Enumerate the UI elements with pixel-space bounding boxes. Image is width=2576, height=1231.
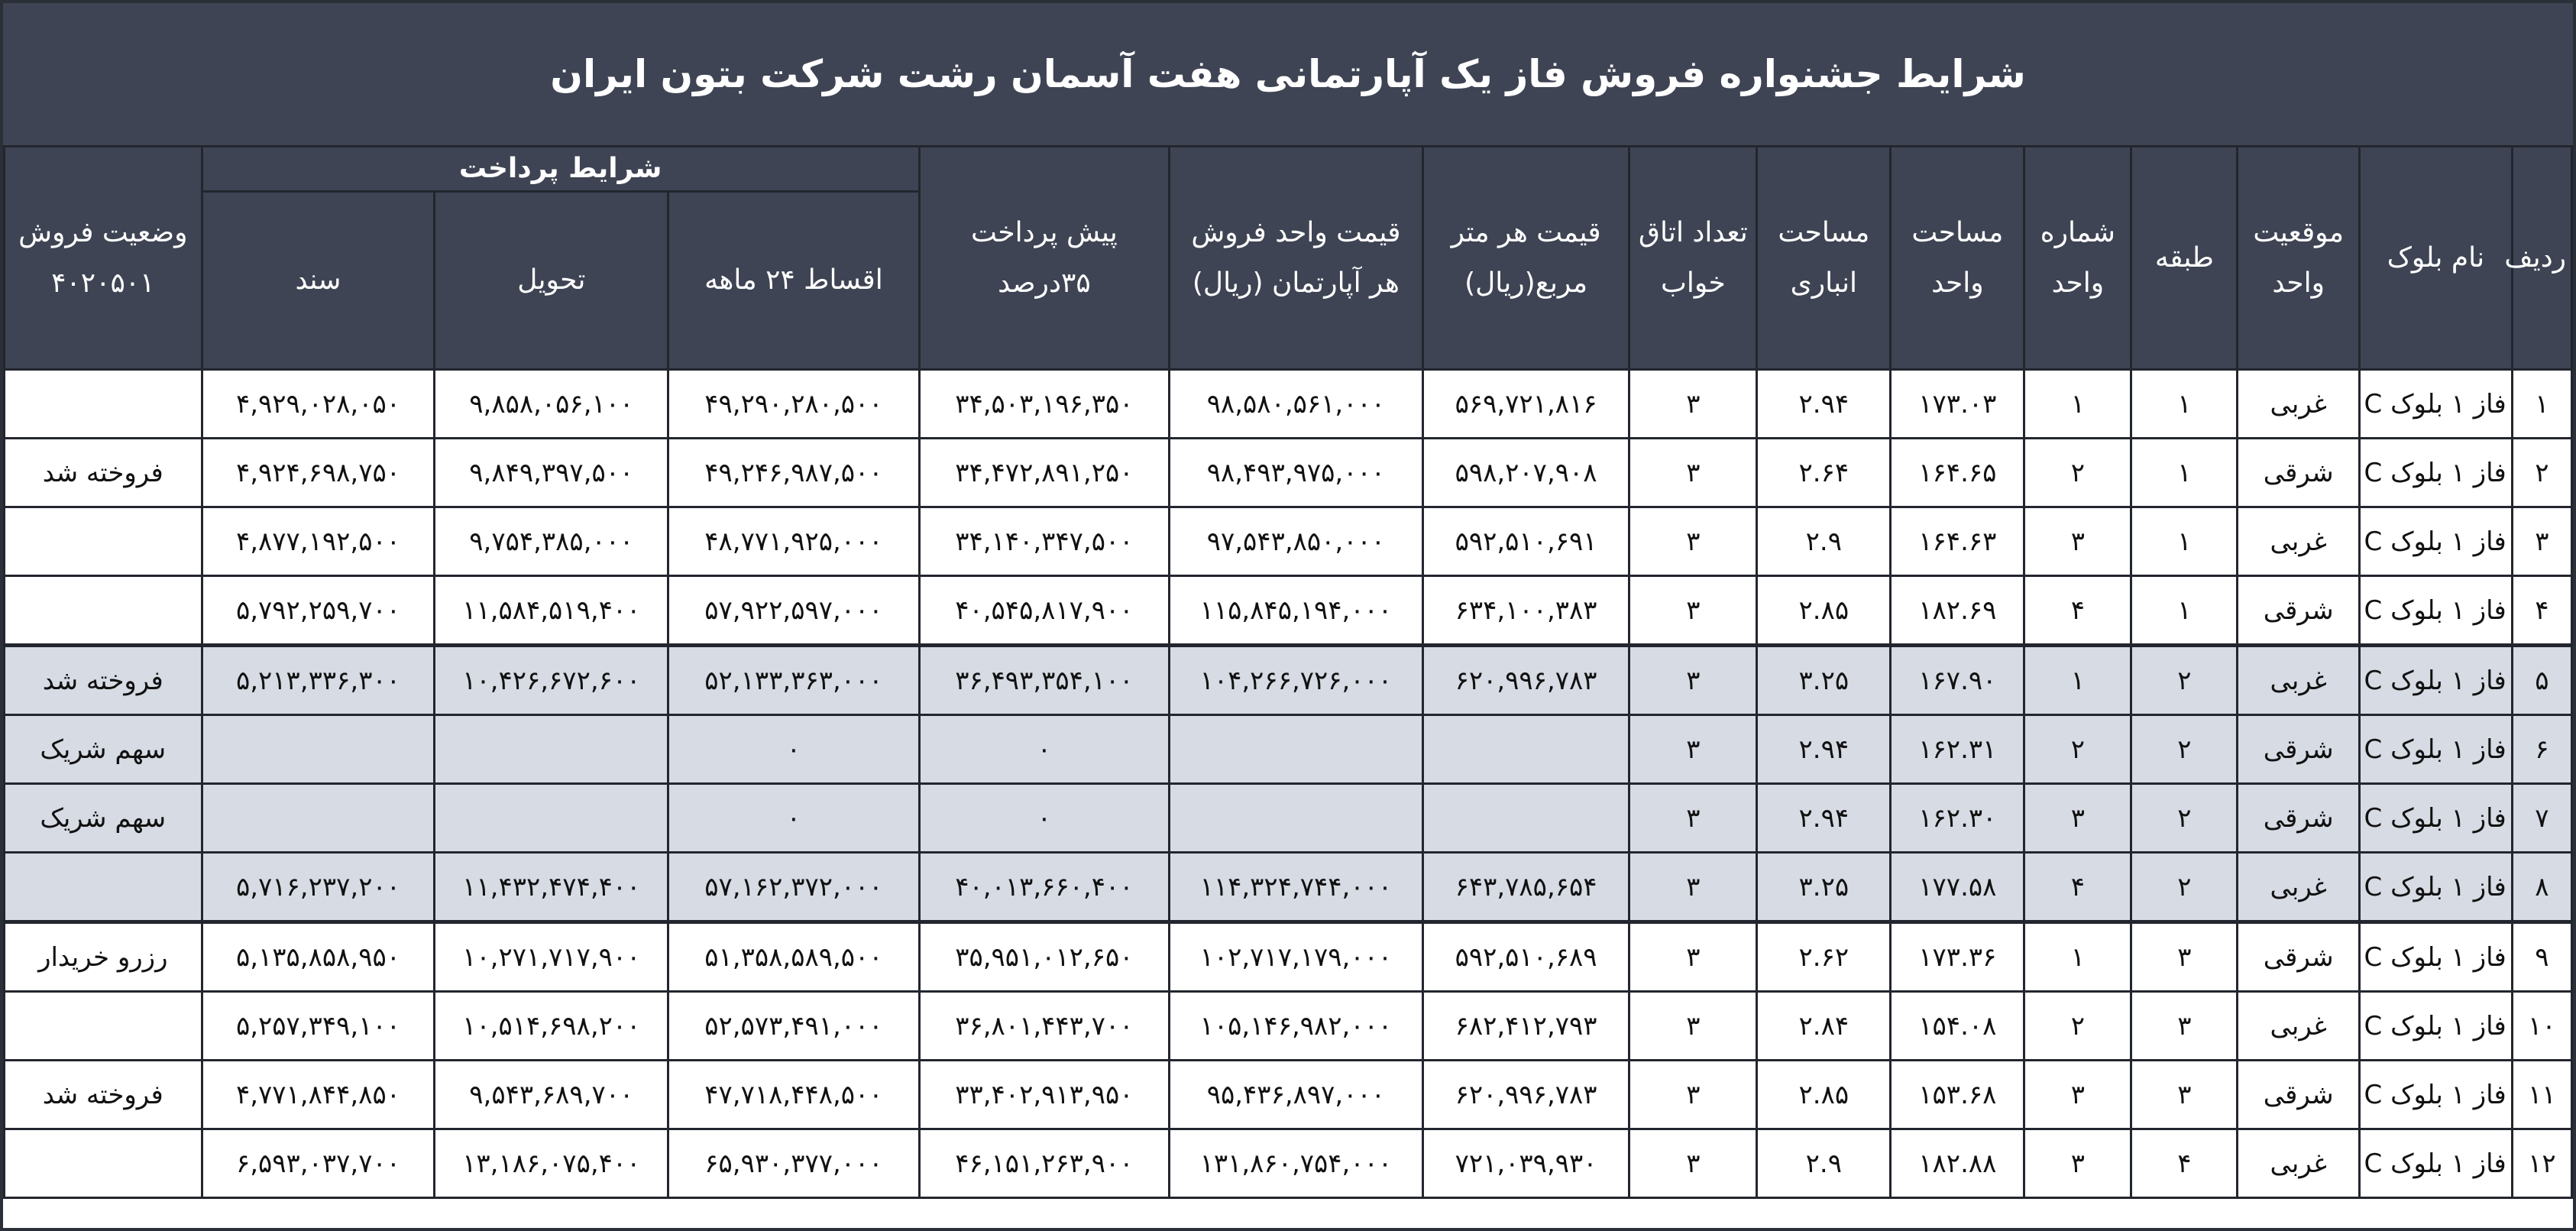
cell-location: شرقی xyxy=(2238,439,2360,507)
table-row xyxy=(5,992,2572,1061)
cell-unit-no: ۳ xyxy=(2024,1061,2131,1129)
cell-storage-area: ۲.۸۵ xyxy=(1757,1061,1891,1129)
cell-installments: ۴۷,۷۱۸,۴۴۸,۵۰۰ xyxy=(668,1061,919,1129)
cell-block: فاز ۱ بلوک C xyxy=(2360,439,2513,507)
cell-location: شرقی xyxy=(2238,1061,2360,1129)
cell-installments: ۵۲,۵۷۳,۴۹۱,۰۰۰ xyxy=(668,992,919,1061)
cell-bedrooms: ۳ xyxy=(1629,853,1757,922)
cell-floor: ۲ xyxy=(2131,853,2238,922)
cell-prepayment: ۳۴,۴۷۲,۸۹۱,۲۵۰ xyxy=(919,439,1169,507)
cell-location: شرقی xyxy=(2238,922,2360,992)
cell-bedrooms: ۳ xyxy=(1629,1129,1757,1198)
cell-location: غربی xyxy=(2238,992,2360,1061)
cell-delivery: ۹,۸۴۹,۳۹۷,۵۰۰ xyxy=(435,439,668,507)
table-row xyxy=(5,439,2572,507)
col-header-bedrooms: تعداد اتاق خواب xyxy=(1629,147,1757,370)
cell-storage-area: ۲.۸۵ xyxy=(1757,576,1891,646)
col-header-row-no: ردیف xyxy=(2512,147,2571,370)
cell-price-per-m2: ۵۹۸,۲۰۷,۹۰۸ xyxy=(1422,439,1629,507)
cell-price-per-m2: ۵۶۹,۷۲۱,۸۱۶ xyxy=(1422,370,1629,439)
cell-storage-area: ۲.۶۴ xyxy=(1757,439,1891,507)
cell-location: غربی xyxy=(2238,507,2360,576)
cell-unit-no: ۲ xyxy=(2024,992,2131,1061)
cell-storage-area: ۲.۹ xyxy=(1757,507,1891,576)
cell-delivery: ۱۱,۵۸۴,۵۱۹,۴۰۰ xyxy=(435,576,668,646)
cell-unit-price: ۹۷,۵۴۳,۸۵۰,۰۰۰ xyxy=(1170,507,1423,576)
cell-unit-area: ۱۶۷.۹۰ xyxy=(1891,646,2024,715)
cell-sale-status xyxy=(5,992,202,1061)
cell-unit-price: ۱۱۵,۸۴۵,۱۹۴,۰۰۰ xyxy=(1170,576,1423,646)
cell-unit-no: ۲ xyxy=(2024,715,2131,784)
cell-floor: ۲ xyxy=(2131,646,2238,715)
cell-floor: ۳ xyxy=(2131,992,2238,1061)
cell-block: فاز ۱ بلوک C xyxy=(2360,370,2513,439)
col-header-block-name: نام بلوک xyxy=(2360,147,2513,370)
cell-price-per-m2: ۵۹۲,۵۱۰,۶۸۹ xyxy=(1422,922,1629,992)
cell-price-per-m2: ۶۲۰,۹۹۶,۷۸۳ xyxy=(1422,1061,1629,1129)
cell-prepayment: ۳۵,۹۵۱,۰۱۲,۶۵۰ xyxy=(919,922,1169,992)
cell-delivery: ۱۳,۱۸۶,۰۷۵,۴۰۰ xyxy=(435,1129,668,1198)
cell-unit-price: ۱۰۲,۷۱۷,۱۷۹,۰۰۰ xyxy=(1170,922,1423,992)
cell-unit-area: ۱۵۴.۰۸ xyxy=(1891,992,2024,1061)
cell-prepayment: ۴۰,۵۴۵,۸۱۷,۹۰۰ xyxy=(919,576,1169,646)
cell-bedrooms: ۳ xyxy=(1629,715,1757,784)
cell-storage-area: ۲.۹۴ xyxy=(1757,370,1891,439)
cell-sale-status xyxy=(5,370,202,439)
table-row xyxy=(5,922,2572,992)
cell-storage-area: ۲.۶۲ xyxy=(1757,922,1891,992)
cell-prepayment: ۳۴,۱۴۰,۳۴۷,۵۰۰ xyxy=(919,507,1169,576)
cell-bedrooms: ۳ xyxy=(1629,439,1757,507)
cell-unit-no: ۱ xyxy=(2024,922,2131,992)
table-row xyxy=(5,370,2572,439)
cell-unit-price xyxy=(1170,715,1423,784)
cell-unit-no: ۴ xyxy=(2024,853,2131,922)
cell-floor: ۳ xyxy=(2131,922,2238,992)
cell-delivery xyxy=(435,784,668,853)
cell-installments: ۴۹,۲۴۶,۹۸۷,۵۰۰ xyxy=(668,439,919,507)
cell-block: فاز ۱ بلوک C xyxy=(2360,992,2513,1061)
cell-deed: ۴,۷۷۱,۸۴۴,۸۵۰ xyxy=(202,1061,435,1129)
cell-delivery: ۱۱,۴۳۲,۴۷۴,۴۰۰ xyxy=(435,853,668,922)
cell-installments: ۵۷,۹۲۲,۵۹۷,۰۰۰ xyxy=(668,576,919,646)
col-header-unit-price: قیمت واحد فروش هر آپارتمان (ریال) xyxy=(1170,147,1423,370)
cell-location: غربی xyxy=(2238,370,2360,439)
cell-price-per-m2: ۶۴۳,۷۸۵,۶۵۴ xyxy=(1422,853,1629,922)
table-row xyxy=(5,1129,2572,1198)
cell-row-no: ۴ xyxy=(2512,576,2571,646)
cell-unit-no: ۲ xyxy=(2024,439,2131,507)
cell-block: فاز ۱ بلوک C xyxy=(2360,576,2513,646)
cell-delivery: ۹,۵۴۳,۶۸۹,۷۰۰ xyxy=(435,1061,668,1129)
cell-bedrooms: ۳ xyxy=(1629,1061,1757,1129)
cell-bedrooms: ۳ xyxy=(1629,646,1757,715)
cell-price-per-m2: ۷۲۱,۰۳۹,۹۳۰ xyxy=(1422,1129,1629,1198)
cell-deed xyxy=(202,715,435,784)
cell-delivery: ۱۰,۲۷۱,۷۱۷,۹۰۰ xyxy=(435,922,668,992)
cell-sale-status: فروخته شد xyxy=(5,1061,202,1129)
cell-installments: ۵۷,۱۶۲,۳۷۲,۰۰۰ xyxy=(668,853,919,922)
cell-unit-no: ۳ xyxy=(2024,784,2131,853)
cell-block: فاز ۱ بلوک C xyxy=(2360,784,2513,853)
cell-bedrooms: ۳ xyxy=(1629,370,1757,439)
cell-unit-price: ۱۰۵,۱۴۶,۹۸۲,۰۰۰ xyxy=(1170,992,1423,1061)
cell-sale-status xyxy=(5,576,202,646)
cell-unit-price: ۹۸,۵۸۰,۵۶۱,۰۰۰ xyxy=(1170,370,1423,439)
cell-unit-area: ۱۶۴.۶۵ xyxy=(1891,439,2024,507)
cell-sale-status: فروخته شد xyxy=(5,646,202,715)
col-header-delivery: تحویل xyxy=(435,192,668,370)
cell-price-per-m2: ۵۹۲,۵۱۰,۶۹۱ xyxy=(1422,507,1629,576)
cell-deed: ۵,۷۹۲,۲۵۹,۷۰۰ xyxy=(202,576,435,646)
cell-storage-area: ۳.۲۵ xyxy=(1757,646,1891,715)
cell-bedrooms: ۳ xyxy=(1629,922,1757,992)
cell-deed: ۵,۱۳۵,۸۵۸,۹۵۰ xyxy=(202,922,435,992)
table-row xyxy=(5,1061,2572,1129)
cell-storage-area: ۲.۹۴ xyxy=(1757,784,1891,853)
cell-price-per-m2: ۶۳۴,۱۰۰,۳۸۳ xyxy=(1422,576,1629,646)
cell-unit-area: ۱۶۲.۳۱ xyxy=(1891,715,2024,784)
col-header-unit-location: موقعیت واحد xyxy=(2238,147,2360,370)
cell-block: فاز ۱ بلوک C xyxy=(2360,507,2513,576)
cell-prepayment: ۳۶,۸۰۱,۴۴۳,۷۰۰ xyxy=(919,992,1169,1061)
table-body xyxy=(5,370,2572,1198)
cell-unit-area: ۱۸۲.۶۹ xyxy=(1891,576,2024,646)
cell-sale-status: فروخته شد xyxy=(5,439,202,507)
cell-installments: ۶۵,۹۳۰,۳۷۷,۰۰۰ xyxy=(668,1129,919,1198)
cell-location: شرقی xyxy=(2238,784,2360,853)
cell-unit-area: ۱۷۷.۵۸ xyxy=(1891,853,2024,922)
cell-location: غربی xyxy=(2238,646,2360,715)
cell-row-no: ۶ xyxy=(2512,715,2571,784)
cell-deed xyxy=(202,784,435,853)
cell-storage-area: ۲.۸۴ xyxy=(1757,992,1891,1061)
cell-price-per-m2: ۶۸۲,۴۱۲,۷۹۳ xyxy=(1422,992,1629,1061)
cell-unit-price: ۱۳۱,۸۶۰,۷۵۴,۰۰۰ xyxy=(1170,1129,1423,1198)
cell-floor: ۱ xyxy=(2131,439,2238,507)
cell-delivery: ۱۰,۴۲۶,۶۷۲,۶۰۰ xyxy=(435,646,668,715)
cell-prepayment: ۳۳,۴۰۲,۹۱۳,۹۵۰ xyxy=(919,1061,1169,1129)
cell-prepayment: ۰ xyxy=(919,784,1169,853)
cell-deed: ۵,۲۵۷,۳۴۹,۱۰۰ xyxy=(202,992,435,1061)
table-row xyxy=(5,576,2572,646)
cell-bedrooms: ۳ xyxy=(1629,992,1757,1061)
col-header-payment-terms: شرایط پرداخت xyxy=(202,147,919,192)
cell-sale-status xyxy=(5,853,202,922)
cell-price-per-m2: ۶۲۰,۹۹۶,۷۸۳ xyxy=(1422,646,1629,715)
cell-block: فاز ۱ بلوک C xyxy=(2360,1061,2513,1129)
cell-floor: ۲ xyxy=(2131,784,2238,853)
cell-installments: ۵۱,۳۵۸,۵۸۹,۵۰۰ xyxy=(668,922,919,992)
cell-row-no: ۱۱ xyxy=(2512,1061,2571,1129)
cell-block: فاز ۱ بلوک C xyxy=(2360,922,2513,992)
table-row xyxy=(5,784,2572,853)
cell-prepayment: ۳۴,۵۰۳,۱۹۶,۳۵۰ xyxy=(919,370,1169,439)
cell-storage-area: ۲.۹۴ xyxy=(1757,715,1891,784)
cell-block: فاز ۱ بلوک C xyxy=(2360,715,2513,784)
cell-installments: ۴۸,۷۷۱,۹۲۵,۰۰۰ xyxy=(668,507,919,576)
cell-price-per-m2 xyxy=(1422,784,1629,853)
cell-deed: ۴,۹۲۹,۰۲۸,۰۵۰ xyxy=(202,370,435,439)
cell-block: فاز ۱ بلوک C xyxy=(2360,646,2513,715)
cell-unit-price: ۱۱۴,۳۲۴,۷۴۴,۰۰۰ xyxy=(1170,853,1423,922)
cell-unit-price: ۹۵,۴۳۶,۸۹۷,۰۰۰ xyxy=(1170,1061,1423,1129)
cell-row-no: ۱ xyxy=(2512,370,2571,439)
cell-delivery xyxy=(435,715,668,784)
cell-location: شرقی xyxy=(2238,715,2360,784)
table-row xyxy=(5,646,2572,715)
col-header-unit-area: مساحت واحد xyxy=(1891,147,2024,370)
cell-delivery: ۱۰,۵۱۴,۶۹۸,۲۰۰ xyxy=(435,992,668,1061)
cell-row-no: ۲ xyxy=(2512,439,2571,507)
col-header-installments: اقساط ۲۴ ماهه xyxy=(668,192,919,370)
cell-unit-no: ۳ xyxy=(2024,1129,2131,1198)
cell-sale-status xyxy=(5,1129,202,1198)
cell-delivery: ۹,۸۵۸,۰۵۶,۱۰۰ xyxy=(435,370,668,439)
cell-floor: ۴ xyxy=(2131,1129,2238,1198)
cell-bedrooms: ۳ xyxy=(1629,507,1757,576)
cell-floor: ۱ xyxy=(2131,370,2238,439)
cell-unit-price xyxy=(1170,784,1423,853)
cell-unit-area: ۱۷۳.۰۳ xyxy=(1891,370,2024,439)
cell-deed: ۶,۵۹۳,۰۳۷,۷۰۰ xyxy=(202,1129,435,1198)
cell-row-no: ۷ xyxy=(2512,784,2571,853)
cell-unit-area: ۱۵۳.۶۸ xyxy=(1891,1061,2024,1129)
cell-location: غربی xyxy=(2238,1129,2360,1198)
cell-prepayment: ۰ xyxy=(919,715,1169,784)
cell-storage-area: ۳.۲۵ xyxy=(1757,853,1891,922)
cell-block: فاز ۱ بلوک C xyxy=(2360,1129,2513,1198)
cell-unit-no: ۳ xyxy=(2024,507,2131,576)
cell-row-no: ۱۰ xyxy=(2512,992,2571,1061)
cell-unit-area: ۱۷۳.۳۶ xyxy=(1891,922,2024,992)
cell-sale-status xyxy=(5,507,202,576)
cell-installments: ۴۹,۲۹۰,۲۸۰,۵۰۰ xyxy=(668,370,919,439)
cell-row-no: ۵ xyxy=(2512,646,2571,715)
cell-unit-no: ۱ xyxy=(2024,646,2131,715)
cell-deed: ۵,۲۱۳,۳۳۶,۳۰۰ xyxy=(202,646,435,715)
cell-bedrooms: ۳ xyxy=(1629,784,1757,853)
cell-installments: ۰ xyxy=(668,784,919,853)
cell-unit-no: ۱ xyxy=(2024,370,2131,439)
col-header-unit-no: شماره واحد xyxy=(2024,147,2131,370)
cell-row-no: ۸ xyxy=(2512,853,2571,922)
cell-deed: ۴,۸۷۷,۱۹۲,۵۰۰ xyxy=(202,507,435,576)
cell-location: شرقی xyxy=(2238,576,2360,646)
cell-installments: ۵۲,۱۳۳,۳۶۳,۰۰۰ xyxy=(668,646,919,715)
cell-sale-status: سهم شریک xyxy=(5,715,202,784)
cell-unit-price: ۹۸,۴۹۳,۹۷۵,۰۰۰ xyxy=(1170,439,1423,507)
cell-floor: ۲ xyxy=(2131,715,2238,784)
cell-location: غربی xyxy=(2238,853,2360,922)
cell-row-no: ۱۲ xyxy=(2512,1129,2571,1198)
cell-unit-price: ۱۰۴,۲۶۶,۷۲۶,۰۰۰ xyxy=(1170,646,1423,715)
cell-deed: ۴,۹۲۴,۶۹۸,۷۵۰ xyxy=(202,439,435,507)
cell-prepayment: ۴۶,۱۵۱,۲۶۳,۹۰۰ xyxy=(919,1129,1169,1198)
cell-prepayment: ۳۶,۴۹۳,۳۵۴,۱۰۰ xyxy=(919,646,1169,715)
sheet-title: شرایط جشنواره فروش فاز یک آپارتمانی هفت آسمان رشت شرکت بتون ایران xyxy=(3,3,2573,145)
cell-prepayment: ۴۰,۰۱۳,۶۶۰,۴۰۰ xyxy=(919,853,1169,922)
cell-floor: ۱ xyxy=(2131,576,2238,646)
col-header-price-per-m2: قیمت هر متر مربع(ریال) xyxy=(1422,147,1629,370)
col-header-deed: سند xyxy=(202,192,435,370)
cell-sale-status: رزرو خریدار xyxy=(5,922,202,992)
cell-block: فاز ۱ بلوک C xyxy=(2360,853,2513,922)
table-row xyxy=(5,507,2572,576)
col-header-floor: طبقه xyxy=(2131,147,2238,370)
sales-table xyxy=(3,145,2573,1199)
col-header-sale-status: وضعیت فروش ۴۰۲۰۵۰۱ xyxy=(5,147,202,370)
table-row xyxy=(5,715,2572,784)
col-header-prepayment: پیش پرداخت ۳۵درصد xyxy=(919,147,1169,370)
cell-unit-no: ۴ xyxy=(2024,576,2131,646)
cell-row-no: ۳ xyxy=(2512,507,2571,576)
table-row xyxy=(5,853,2572,922)
cell-floor: ۳ xyxy=(2131,1061,2238,1129)
cell-floor: ۱ xyxy=(2131,507,2238,576)
cell-bedrooms: ۳ xyxy=(1629,576,1757,646)
cell-sale-status: سهم شریک xyxy=(5,784,202,853)
cell-unit-area: ۱۸۲.۸۸ xyxy=(1891,1129,2024,1198)
cell-row-no: ۹ xyxy=(2512,922,2571,992)
cell-installments: ۰ xyxy=(668,715,919,784)
cell-storage-area: ۲.۹ xyxy=(1757,1129,1891,1198)
cell-deed: ۵,۷۱۶,۲۳۷,۲۰۰ xyxy=(202,853,435,922)
col-header-storage-area: مساحت انباری xyxy=(1757,147,1891,370)
cell-delivery: ۹,۷۵۴,۳۸۵,۰۰۰ xyxy=(435,507,668,576)
cell-price-per-m2 xyxy=(1422,715,1629,784)
cell-unit-area: ۱۶۴.۶۳ xyxy=(1891,507,2024,576)
cell-unit-area: ۱۶۲.۳۰ xyxy=(1891,784,2024,853)
